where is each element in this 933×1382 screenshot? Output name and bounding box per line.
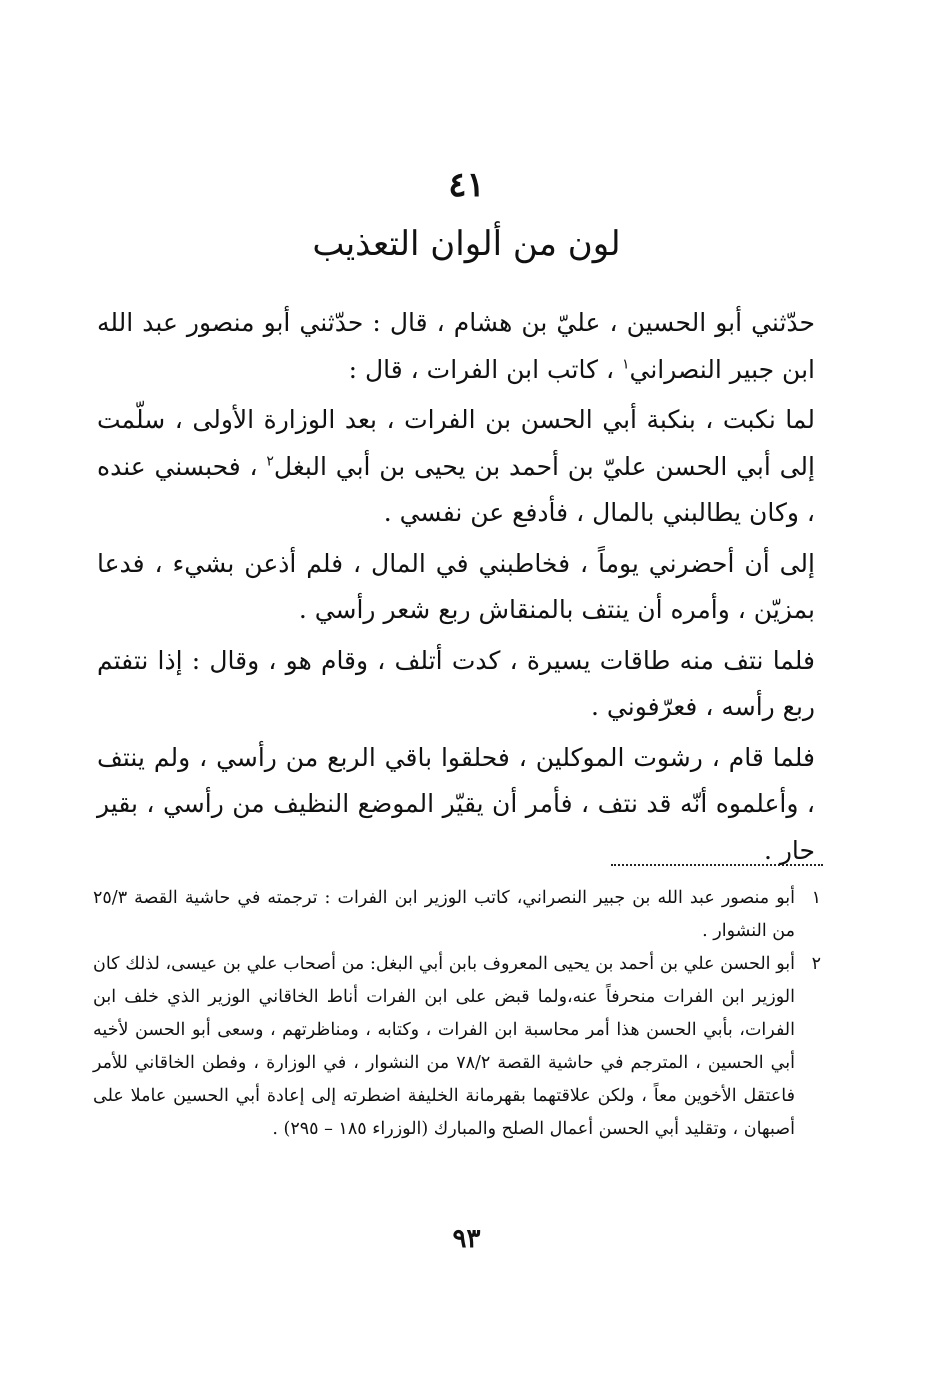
footnote-number: ١ (811, 888, 821, 908)
footnote-text: أبو منصور عبد الله بن جبير النصراني، كاتب الوزير ابن الفرات : ترجمته في حاشية القصة ٢٥/٣ من النشوار . (93, 888, 795, 941)
footnote-text: أبو الحسن علي بن أحمد بن يحيى المعروف بابن أبي البغل: من أصحاب علي بن عيسى، لذلك كان الوزير ابن الفرات منحرفاً عنه،ولما قبض على ابن الفرات أناط الخاقاني الوزير الذي خلف ابن الفرات، بأبي الحسن هذا أمر محاسبة ابن الفرات ، وكتابه ، ومناظرتهم ، وسعى أبو الحسن لأخيه أبي الحسين ، المترجم في حاشية القصة ٧٨/٢ من النشوار ، في الوزارة ، وفطن الخاقاني للأمر فاعتقل الأخوين معاً ، ولكن علاقتهما بقهرمانة الخليفة اضطرته إلى إعادة أبي الحسين عاملا على أصبهان ، وتقليد أبي الحسن أعمال الصلح والمبارك (الوزراء ١٨٥ – ٢٩٥) . (93, 954, 795, 1139)
paragraph-1-part-a: حدّثني أبو الحسين ، عليّ بن هشام ، قال : حدّثني أبو منصور عبد الله ابن جبير النصراني (97, 308, 815, 384)
paragraph-1 (97, 300, 815, 393)
paragraph-1-part-b: ، كاتب ابن الفرات ، قال : (348, 354, 622, 384)
paragraph-5: فلما قام ، رشوت الموكلين ، فحلقوا باقي الربع من رأسي ، ولم ينتف ، وأعلموه أنّه قد نتف ، فأمر أن يقيّر الموضع النظيف من رأسي ، بقير حار . (97, 742, 815, 865)
paragraph-2-part-b: ، فحبسني عنده ، وكان يطالبني بالمال ، فأدفع عن نفسي . (97, 451, 815, 527)
body-text (97, 300, 815, 878)
paragraph-3: إلى أن أحضرني يوماً ، فخاطبني في المال ، فلم أذعن بشيء ، فدعا بمزيّن ، وأمره أن ينتف بالمنقاش ربع شعر رأسي . (97, 548, 815, 624)
paragraph-2-part-a: لما نكبت ، بنكبة أبي الحسن بن الفرات ، بعد الوزارة الأولى ، سلّمت إلى أبي الحسن عليّ بن أحمد بن يحيى بن أبي البغل (97, 405, 815, 481)
footnote-ref-2: ٢ (266, 453, 274, 470)
footnote-number: ٢ (811, 954, 821, 974)
footnotes (93, 882, 821, 1146)
chapter-title: لون من ألوان التعذيب (312, 224, 621, 264)
footnote-separator (611, 864, 823, 866)
paragraph-2 (97, 397, 815, 537)
footnote-ref-1: ١ (621, 356, 630, 373)
footnote-1 (93, 882, 821, 948)
footnote-2 (93, 948, 821, 1146)
paragraph-4: فلما نتف منه طاقات يسيرة ، كدت أتلف ، وقام هو ، وقال : إذا نتفتم ربع رأسه ، فعرّفوني . (97, 645, 815, 721)
chapter-number: ٤١ (448, 165, 485, 205)
page-number: ٩٣ (452, 1224, 481, 1254)
